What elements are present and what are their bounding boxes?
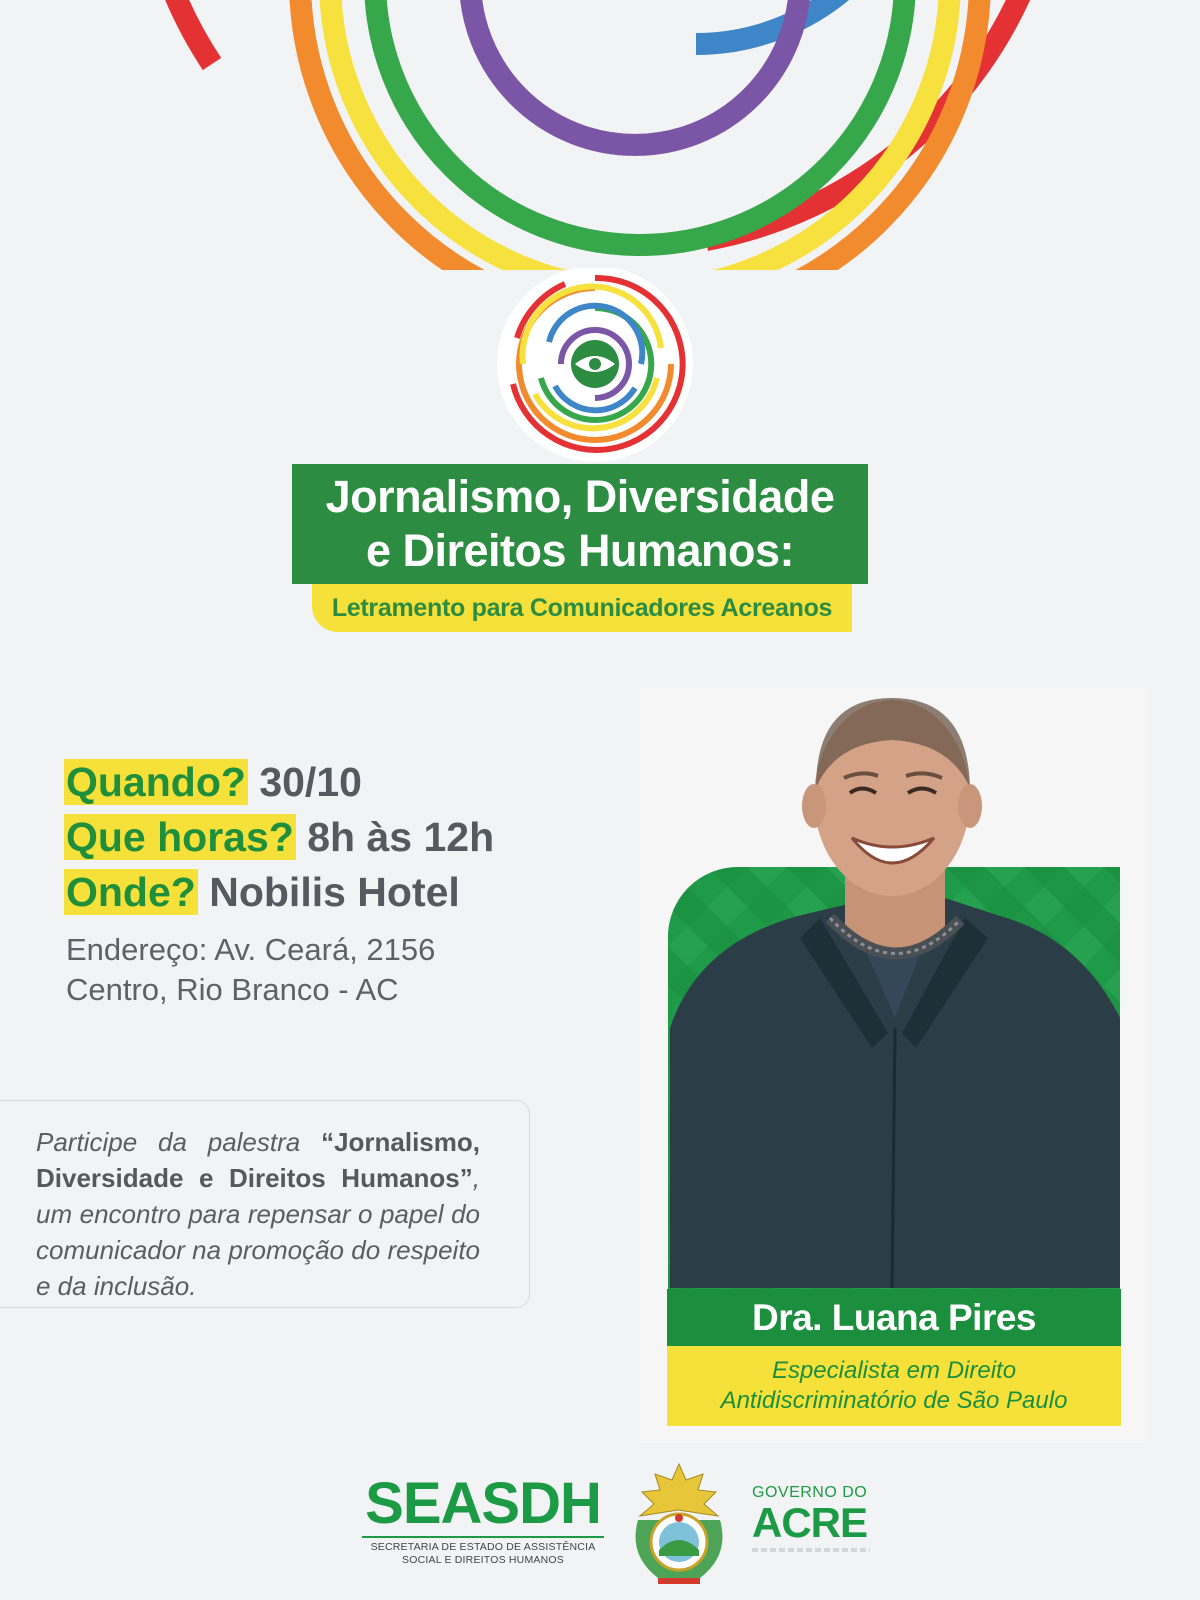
time-value: 8h às 12h — [307, 814, 495, 860]
gov-logo-tagline — [752, 1548, 870, 1552]
gov-logo-main: ACRE — [752, 1499, 868, 1546]
title-line-2: e Direitos Humanos: — [365, 525, 795, 576]
seasdh-subtitle-1: SECRETARIA DE ESTADO DE ASSISTÊNCIA — [370, 1541, 596, 1553]
speaker-name: Dra. Luana Pires — [667, 1289, 1121, 1346]
seasdh-subtitle-2: SOCIAL E DIREITOS HUMANOS — [402, 1554, 564, 1566]
speaker-role-line-2: Antidiscriminatório de São Paulo — [720, 1387, 1068, 1414]
title-line-1: Jornalismo, Diversidade — [325, 471, 835, 522]
when-value: 30/10 — [259, 759, 362, 805]
event-title — [292, 464, 868, 584]
event-logo — [495, 268, 695, 468]
speaker-role — [667, 1346, 1121, 1426]
seasdh-divider — [362, 1536, 604, 1538]
time-line — [64, 812, 494, 862]
description-text — [36, 1124, 480, 1304]
address-line-1: Endereço: Av. Ceará, 2156 — [66, 932, 436, 967]
speaker-portrait — [640, 688, 1148, 1288]
where-label: Onde? — [66, 869, 196, 915]
when-line — [64, 757, 362, 807]
seasdh-logo — [358, 1471, 608, 1567]
where-value: Nobilis Hotel — [209, 869, 460, 915]
time-label: Que horas? — [66, 814, 294, 860]
seasdh-name: SEASDH — [365, 1471, 601, 1536]
rainbow-arcs-decoration — [0, 0, 1200, 270]
event-subtitle: Letramento para Comunicadores Acreanos — [312, 584, 852, 632]
description-talk-title: “Jornalismo, Diversidade e Direitos Humanos” — [36, 1127, 480, 1193]
address-line-2: Centro, Rio Branco - AC — [66, 972, 399, 1007]
when-label: Quando? — [66, 759, 246, 805]
governo-do-acre-logo — [752, 1484, 892, 1552]
description-intro: Participe da palestra — [36, 1127, 322, 1157]
where-line — [64, 867, 460, 917]
description-rest: , um encontro para repensar o papel do comunicador na promoção do respeito e da inclusão. — [36, 1163, 480, 1301]
acre-coat-of-arms-icon — [618, 1460, 740, 1590]
gov-logo-top: GOVERNO DO — [752, 1484, 868, 1501]
speaker-role-line-1: Especialista em Direito — [771, 1357, 1017, 1384]
